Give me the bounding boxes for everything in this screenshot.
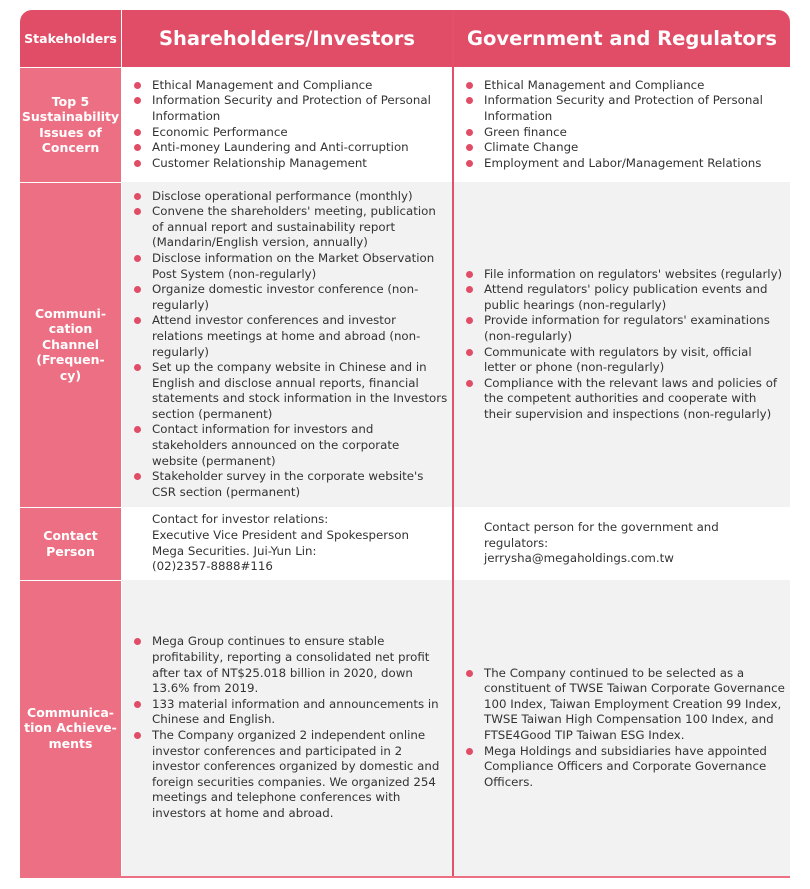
bullet-item: Disclose information on the Market Observation Post System (non-regularly) <box>122 251 452 282</box>
row-separator <box>20 182 121 183</box>
bullet-item: Provide information for regulators' examinations (non-regularly) <box>454 313 790 344</box>
column-divider <box>452 10 454 876</box>
issues-label: Top 5 Sustainability Issues of Concern <box>20 67 121 182</box>
bullet-item: Stakeholder survey in the corporate website's CSR section (permanent) <box>122 469 452 500</box>
bullet-item: File information on regulators' websites (regularly) <box>454 267 790 283</box>
channel-col2 <box>454 182 790 507</box>
header-shareholders-investors: Shareholders/Investors <box>122 10 452 67</box>
contact-label: Contact Person <box>20 507 121 580</box>
bullet-item: Anti-money Laundering and Anti-corruption <box>122 140 452 156</box>
bullet-item: Convene the shareholders' meeting, publication of annual report and sustainability report (Mandarin/English version, annually) <box>122 204 452 251</box>
channel-col2-list <box>454 267 790 423</box>
contact-row <box>20 507 790 580</box>
channel-col1-list <box>122 189 452 501</box>
bullet-item: Organize domestic investor conference (non-regularly) <box>122 282 452 313</box>
bullet-item: Ethical Management and Compliance <box>454 78 790 94</box>
channel-row <box>20 182 790 507</box>
achievements-col2 <box>454 580 790 876</box>
contact-col1-line: Contact for investor relations: <box>152 512 329 527</box>
issues-row <box>20 67 790 182</box>
bullet-item: Ethical Management and Compliance <box>122 78 452 94</box>
contact-col1 <box>122 507 452 580</box>
contact-col1-line: Executive Vice President and Spokesperson <box>152 527 409 542</box>
issues-col2 <box>454 67 790 182</box>
bullet-item: Economic Performance <box>122 125 452 141</box>
bullet-item: Compliance with the relevant laws and policies of the competent authorities and cooperate with their supervision and inspections (non-regularly) <box>454 376 790 423</box>
bullet-item: Climate Change <box>454 140 790 156</box>
header-government-regulators: Government and Regulators <box>454 10 790 67</box>
bullet-item: Mega Group continues to ensure stable profitability, reporting a consolidated net profit after tax of NT$25.018 billion in 2020, down 13.6% from 2019. <box>122 634 452 696</box>
bullet-item: Attend investor conferences and investor relations meetings at home and abroad (non-regularly) <box>122 313 452 360</box>
issues-col1 <box>122 67 452 182</box>
achievements-col2-list <box>454 666 790 791</box>
issues-col2-list <box>454 78 790 172</box>
header-row <box>20 10 790 67</box>
achievements-col1 <box>122 580 452 876</box>
bullet-item: Disclose operational performance (monthly) <box>122 189 452 205</box>
channel-col1 <box>122 182 452 507</box>
bullet-item: Green finance <box>454 125 790 141</box>
bullet-item: Employment and Labor/Management Relations <box>454 156 790 172</box>
bullet-item: Contact information for investors and stakeholders announced on the corporate website (permanent) <box>122 422 452 469</box>
bullet-item: The Company continued to be selected as a constituent of TWSE Taiwan Corporate Governance 100 Index, Taiwan Employment Creation 99 Index, TWSE Taiwan High Compensation 100 Index, and FTSE4Good TIP Taiwan ESG Index. <box>454 666 790 744</box>
achievements-row <box>20 580 790 876</box>
achievements-label: Communica- tion Achieve- ments <box>20 580 121 876</box>
bullet-item: The Company organized 2 independent online investor conferences and participated in 2 investor conferences organized by domestic and foreign securities companies. We organized 254 meetings and telephone conferences with investors at home and abroad. <box>122 728 452 822</box>
row-separator <box>20 67 121 68</box>
header-stakeholders: Stakeholders <box>20 10 121 67</box>
table-bottom-border <box>20 876 790 878</box>
bullet-item: 133 material information and announcements in Chinese and English. <box>122 697 452 728</box>
contact-col1-line: (02)2357-8888#116 <box>152 559 273 574</box>
bullet-item: Communicate with regulators by visit, official letter or phone (non-regularly) <box>454 345 790 376</box>
contact-col2-email: jerrysha@megaholdings.com.tw <box>484 551 674 566</box>
achievements-col1-list <box>122 634 452 821</box>
row-separator <box>20 580 121 581</box>
bullet-item: Customer Relationship Management <box>122 156 452 172</box>
contact-col2 <box>454 507 790 580</box>
issues-col1-list <box>122 78 452 172</box>
row-separator <box>20 507 121 508</box>
bullet-item: Mega Holdings and subsidiaries have appointed Compliance Officers and Corporate Governance Officers. <box>454 744 790 791</box>
channel-label: Communi- cation Channel (Frequen- cy) <box>20 182 121 507</box>
bullet-item: Information Security and Protection of Personal Information <box>122 93 452 124</box>
bullet-item: Attend regulators' policy publication events and public hearings (non-regularly) <box>454 282 790 313</box>
bullet-item: Set up the company website in Chinese and in English and disclose annual reports, financial statements and stock information in the Investors section (permanent) <box>122 360 452 422</box>
contact-col2-line: Contact person for the government and regulators: <box>484 520 719 550</box>
contact-col1-line: Mega Securities. Jui-Yun Lin: <box>152 543 317 558</box>
stakeholder-table <box>20 10 790 876</box>
bullet-item: Information Security and Protection of Personal Information <box>454 93 790 124</box>
